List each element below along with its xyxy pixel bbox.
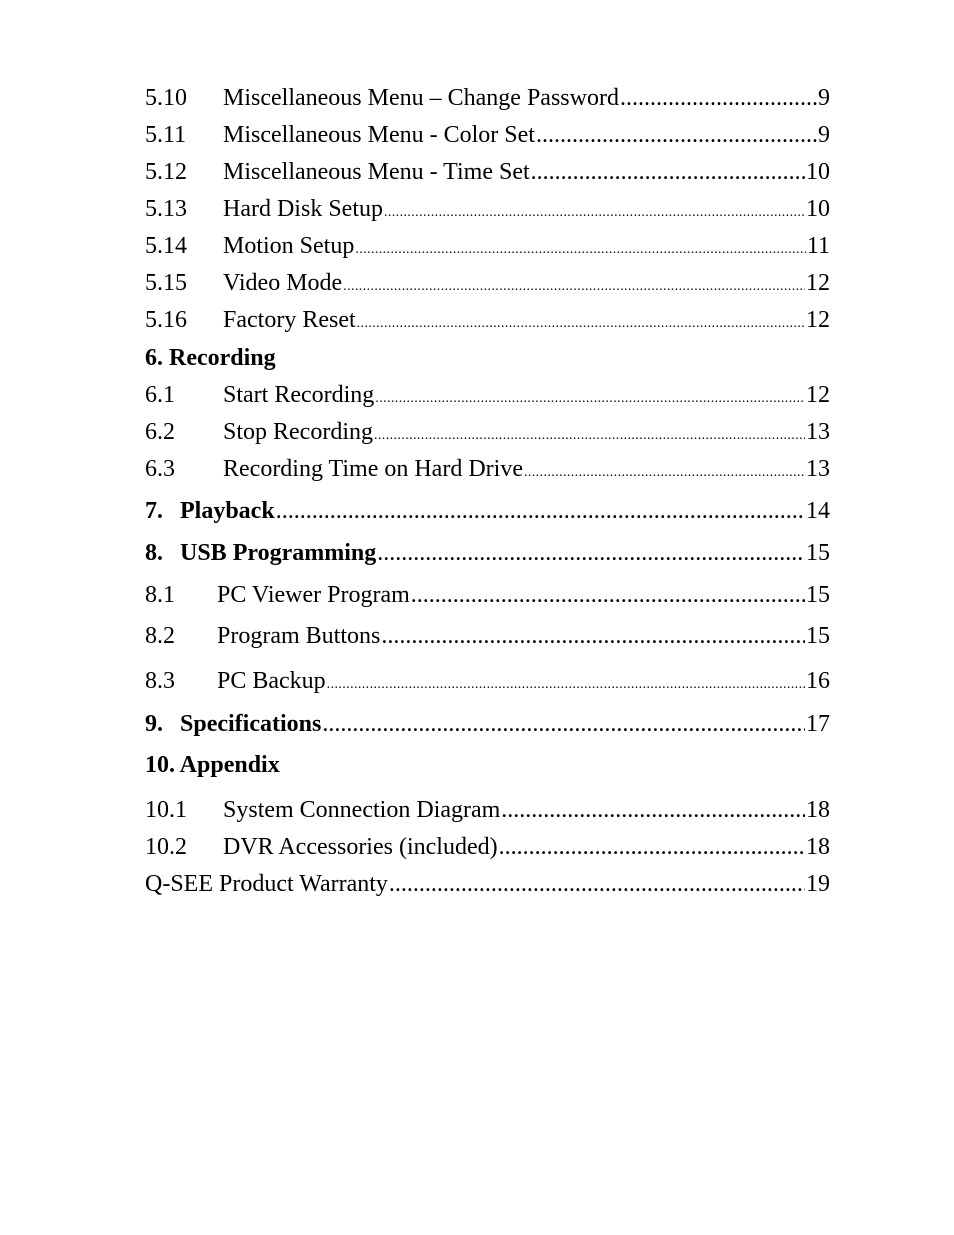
toc-heading-recording <box>145 342 830 374</box>
toc-entry-page: 12 <box>806 270 830 296</box>
toc-section-heading: 6. Recording <box>145 345 276 371</box>
toc-entry-number: 7. <box>145 498 163 524</box>
toc-entry-title: PC Viewer Program <box>217 582 410 608</box>
toc-entry-title: Factory Reset <box>223 307 356 333</box>
toc-entry-number: 5.10 <box>145 85 187 111</box>
toc-entry-number: 8. <box>145 540 163 566</box>
toc-dot-leader <box>501 794 805 826</box>
toc-entry-page: 13 <box>806 419 830 445</box>
toc-entry-6-3 <box>145 453 830 485</box>
toc-dot-leader <box>389 868 805 900</box>
toc-entry-title: Motion Setup <box>223 233 355 259</box>
toc-entry-title: Miscellaneous Menu – Change Password <box>223 85 619 111</box>
toc-dot-leader <box>322 708 805 740</box>
toc-entry-page: 11 <box>806 233 830 259</box>
toc-entry-page: 9 <box>818 85 830 111</box>
toc-dot-leader <box>411 579 805 611</box>
toc-entry-5-14 <box>145 230 830 262</box>
toc-dot-leader <box>355 234 806 266</box>
toc-entry-number: 6.1 <box>145 382 175 408</box>
toc-dot-leader <box>374 420 805 452</box>
toc-entry-page: 15 <box>806 540 830 566</box>
toc-entry-8 <box>145 537 830 569</box>
toc-dot-leader <box>620 82 817 114</box>
toc-entry-page: 12 <box>806 382 830 408</box>
toc-entry-title: Stop Recording <box>223 419 373 445</box>
toc-entry-page: 17 <box>806 711 830 737</box>
toc-entry-number: 8.1 <box>145 582 175 608</box>
toc-entry-warranty <box>145 868 830 900</box>
toc-section-heading: 10. Appendix <box>145 752 280 778</box>
toc-entry-8-3 <box>145 665 830 697</box>
toc-dot-leader <box>384 197 805 229</box>
toc-entry-title: Video Mode <box>223 270 343 296</box>
toc-entry-number: 5.14 <box>145 233 187 259</box>
toc-entry-number: 5.11 <box>145 122 187 148</box>
toc-entry-number: 5.15 <box>145 270 187 296</box>
toc-entry-title: Start Recording <box>223 382 375 408</box>
toc-entry-page: 13 <box>806 456 830 482</box>
toc-entry-page: 10 <box>806 159 830 185</box>
toc-entry-number: 8.2 <box>145 623 175 649</box>
toc-dot-leader <box>381 620 805 652</box>
toc-entry-page: 15 <box>806 623 830 649</box>
toc-entry-7 <box>145 495 830 527</box>
toc-entry-page: 18 <box>806 834 830 860</box>
toc-dot-leader <box>357 308 805 340</box>
toc-entry-6-2 <box>145 416 830 448</box>
toc-entry-8-2 <box>145 620 830 652</box>
toc-entry-title: USB Programming <box>180 540 377 566</box>
toc-dot-leader <box>536 119 817 151</box>
toc-entry-number: 5.13 <box>145 196 187 222</box>
toc-entry-5-10 <box>145 82 830 114</box>
toc-entry-title: Miscellaneous Menu - Color Set <box>223 122 535 148</box>
toc-entry-number: 10.1 <box>145 797 187 823</box>
toc-entry-number: 6.3 <box>145 456 175 482</box>
toc-dot-leader <box>343 271 805 303</box>
toc-entry-9 <box>145 708 830 740</box>
toc-dot-leader <box>499 831 805 863</box>
toc-entry-page: 15 <box>806 582 830 608</box>
toc-entry-title: Specifications <box>180 711 322 737</box>
toc-entry-10-2 <box>145 831 830 863</box>
toc-dot-leader <box>276 495 805 527</box>
toc-dot-leader <box>524 457 805 489</box>
toc-dot-leader <box>327 669 805 701</box>
toc-entry-title: Playback <box>180 498 275 524</box>
toc-heading-appendix <box>145 749 830 781</box>
toc-entry-6-1 <box>145 379 830 411</box>
toc-entry-title: Hard Disk Setup <box>223 196 383 222</box>
toc-entry-title: DVR Accessories (included) <box>223 834 498 860</box>
toc-entry-page: 18 <box>806 797 830 823</box>
toc-entry-number: 6.2 <box>145 419 175 445</box>
toc-entry-5-11 <box>145 119 830 151</box>
toc-dot-leader <box>531 156 805 188</box>
toc-entry-title: Recording Time on Hard Drive <box>223 456 523 482</box>
toc-entry-page: 16 <box>806 668 830 694</box>
toc-entry-title: Q-SEE Product Warranty <box>145 871 388 897</box>
toc-entry-8-1 <box>145 579 830 611</box>
toc-entry-title: PC Backup <box>217 668 326 694</box>
toc-entry-number: 8.3 <box>145 668 175 694</box>
toc-entry-number: 10.2 <box>145 834 187 860</box>
toc-entry-5-12 <box>145 156 830 188</box>
toc-entry-page: 10 <box>806 196 830 222</box>
toc-entry-title: Program Buttons <box>217 623 381 649</box>
toc-entry-5-13 <box>145 193 830 225</box>
toc-entry-5-16 <box>145 304 830 336</box>
toc-entry-title: Miscellaneous Menu - Time Set <box>223 159 530 185</box>
toc-entry-5-15 <box>145 267 830 299</box>
toc-entry-page: 12 <box>806 307 830 333</box>
toc-dot-leader <box>377 537 805 569</box>
toc-entry-10-1 <box>145 794 830 826</box>
toc-entry-page: 14 <box>806 498 830 524</box>
toc-entry-number: 5.12 <box>145 159 187 185</box>
toc-entry-page: 19 <box>806 871 830 897</box>
toc-dot-leader <box>375 383 805 415</box>
toc-entry-page: 9 <box>818 122 830 148</box>
toc-entry-title: System Connection Diagram <box>223 797 501 823</box>
toc-entry-number: 5.16 <box>145 307 187 333</box>
toc-entry-number: 9. <box>145 711 163 737</box>
